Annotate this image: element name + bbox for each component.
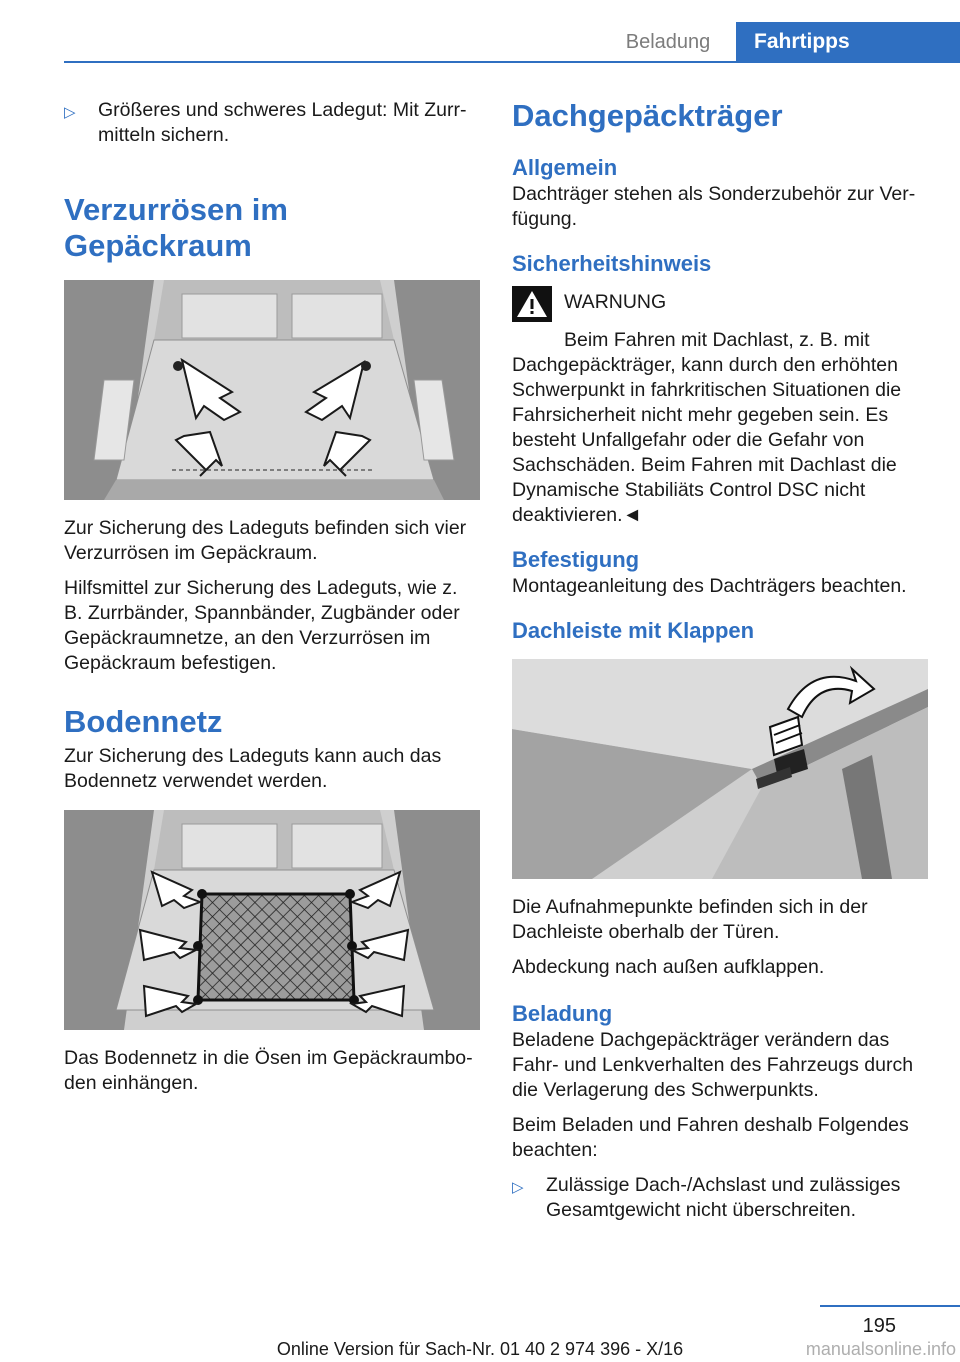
right-column bbox=[512, 98, 928, 1223]
heading-beladung: Beladung bbox=[512, 1001, 613, 1026]
paragraph-verzurr-2: Hilfsmittel zur Sicherung des Ladeguts, wie z. B. Zurrbänder, Spannbänder, Zugbänder oder Gepäckraumnetze, an den Verzurrösen im Gepäckraum befestigen. bbox=[64, 577, 460, 674]
watermark: manualsonline.info bbox=[805, 1339, 956, 1359]
heading-sicherheitshinweis: Sicherheitshinweis bbox=[512, 251, 712, 276]
heading-befestigung: Befestigung bbox=[512, 547, 640, 572]
header-tab-beladung[interactable]: Beladung bbox=[625, 30, 711, 53]
triangle-right-icon: ▷ bbox=[512, 1179, 524, 1196]
heading-dachleiste: Dachleiste mit Klappen bbox=[512, 618, 755, 643]
paragraph-beladung-1: Beladene Dachgepäckträger verändern das Fahr- und Lenkverhalten des Fahrzeugs durch die Verlagerung des Schwerpunkts. bbox=[512, 1029, 914, 1101]
warning-title: WARNUNG bbox=[564, 291, 667, 313]
bullet-text: Größeres und schweres Ladegut: Mit Zurrmitteln sichern. bbox=[98, 99, 467, 146]
image-roof-rail-flap bbox=[512, 659, 928, 879]
paragraph-bodennetz-1: Zur Sicherung des Ladeguts kann auch das Bodennetz verwendet werden. bbox=[64, 745, 442, 792]
paragraph-verzurr-1: Zur Sicherung des Ladeguts befinden sich vier Verzurrösen im Gepäckraum. bbox=[64, 517, 467, 564]
bullet-text: Zulässige Dach-/Achslast und zulässiges Gesamtgewicht nicht überschreiten. bbox=[546, 1174, 901, 1221]
image-floor-net bbox=[64, 810, 480, 1030]
paragraph-dachleiste-1: Die Aufnahmepunkte befinden sich in der Dachleiste oberhalb der Türen. bbox=[512, 896, 868, 943]
paragraph-bodennetz-2: Das Bodennetz in die Ösen im Gepäckraumboden einhängen. bbox=[64, 1047, 473, 1094]
paragraph-allgemein: Dachträger stehen als Sonderzubehör zur Verfügung. bbox=[512, 183, 916, 230]
heading-bodennetz: Bodennetz bbox=[64, 704, 223, 739]
triangle-right-icon: ▷ bbox=[64, 104, 76, 121]
left-column bbox=[64, 98, 480, 1106]
heading-allgemein: Allgemein bbox=[512, 155, 618, 180]
paragraph-befestigung: Montageanleitung des Dachträgers beachten. bbox=[512, 575, 907, 597]
paragraph-dachleiste-2: Abdeckung nach außen aufklappen. bbox=[512, 956, 825, 978]
paragraph-beladung-2: Beim Beladen und Fahren deshalb Folgendes beachten: bbox=[512, 1114, 909, 1161]
header-tab-fahrtipps[interactable]: Fahrtipps bbox=[736, 22, 960, 62]
bullet-item bbox=[64, 98, 480, 148]
heading-verzurroesen: Verzurrösen im Gepäckraum bbox=[64, 192, 288, 263]
heading-dachgepaecktraeger: Dachgepäckträger bbox=[512, 98, 783, 133]
warning-triangle-icon bbox=[512, 286, 552, 322]
page-number: 195 bbox=[862, 1315, 896, 1337]
footer-rule bbox=[820, 1305, 960, 1307]
warning-text: Beim Fahren mit Dachlast, z. B. mit Dachgepäckträger, kann durch den erhöhten Schwerpunkt in fahrkritischen Situationen die Fahrsicherheit nicht mehr gegeben sein. Es besteht Unfallgefahr oder die Gefahr von Sachschäden. Beim Fahren mit Dachlast die Dynamische Stabiliäts Control DSC nicht deaktivieren.◄ bbox=[512, 329, 902, 526]
bullet-item bbox=[512, 1173, 928, 1223]
footer-version-text: Online Version für Sach-Nr. 01 40 2 974 396 - X/16 bbox=[276, 1339, 684, 1359]
image-luggage-tie-downs bbox=[64, 280, 480, 500]
warning-block bbox=[512, 284, 928, 322]
header-rule bbox=[64, 61, 960, 63]
